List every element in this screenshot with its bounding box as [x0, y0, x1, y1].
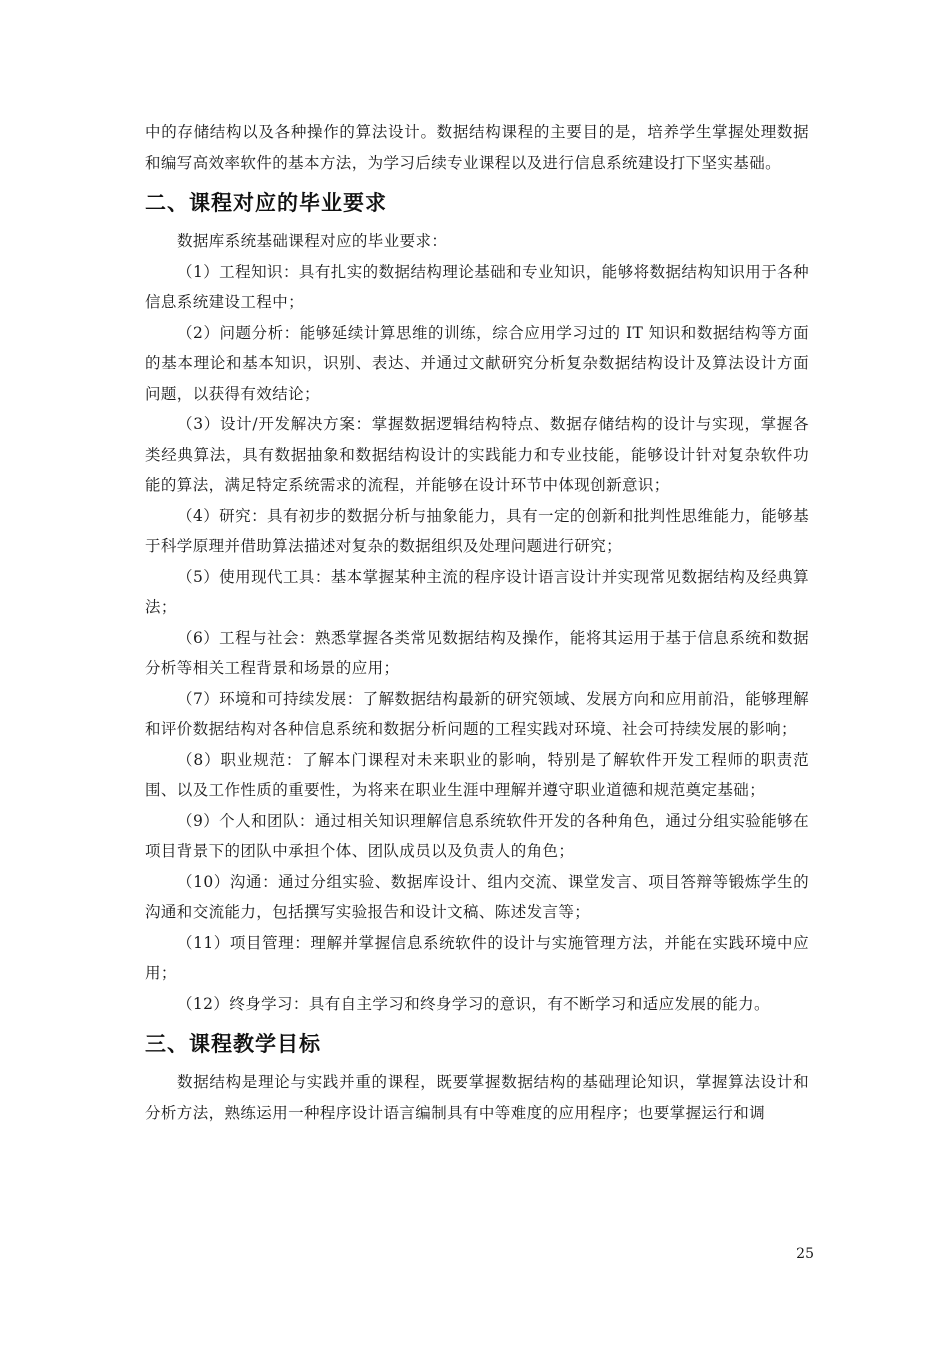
requirement-item: （3）设计/开发解决方案：掌握数据逻辑结构特点、数据存储结构的设计与实现，掌握各类经典算法，具有数据抽象和数据结构设计的实践能力和专业技能，能够设计针对复杂软件功能的算法，满足特定系统需求的流程，并能够在设计环节中体现创新意识； — [145, 415, 809, 494]
requirement-item: （11）项目管理：理解并掌握信息系统软件的设计与实施管理方法，并能在实践环境中应用； — [145, 933, 809, 982]
requirement-item: （12）终身学习：具有自主学习和终身学习的意识，有不断学习和适应发展的能力。 — [177, 994, 770, 1013]
requirement-item: （8）职业规范：了解本门课程对未来职业的影响，特别是了解软件开发工程师的职责范围、以及工作性质的重要性，为将来在职业生涯中理解并遵守职业道德和规范奠定基础； — [145, 750, 809, 799]
section2-lead: 数据库系统基础课程对应的毕业要求： — [177, 232, 448, 250]
section3-paragraph: 数据结构是理论与实践并重的课程，既要掌握数据结构的基础理论知识，掌握算法设计和分析方法，熟练运用一种程序设计语言编制具有中等难度的应用程序；也要掌握运行和调 — [145, 1073, 809, 1122]
section-heading-graduation-requirements: 二、课程对应的毕业要求 — [145, 191, 387, 215]
requirement-item: （4）研究：具有初步的数据分析与抽象能力，具有一定的创新和批判性思维能力，能够基于科学原理并借助算法描述对复杂的数据组织及处理问题进行研究； — [145, 506, 809, 555]
requirement-item: （2）问题分析：能够延续计算思维的训练，综合应用学习过的 IT 知识和数据结构等方面的基本理论和基本知识，识别、表达、并通过文献研究分析复杂数据结构设计及算法设计方面问题，以获得有效结论； — [145, 323, 809, 403]
page-number: 25 — [796, 1246, 814, 1262]
requirement-item: （5）使用现代工具：基本掌握某种主流的程序设计语言设计并实现常见数据结构及经典算法； — [145, 567, 809, 616]
requirement-item: （6）工程与社会：熟悉掌握各类常见数据结构及操作，能将其运用于基于信息系统和数据分析等相关工程背景和场景的应用； — [145, 628, 809, 677]
section-heading-teaching-objectives: 三、课程教学目标 — [145, 1032, 321, 1056]
intro-paragraph-tail: 中的存储结构以及各种操作的算法设计。数据结构课程的主要目的是，培养学生掌握处理数据和编写高效率软件的基本方法，为学习后续专业课程以及进行信息系统建设打下坚实基础。 — [145, 123, 809, 172]
requirement-item: （10）沟通：通过分组实验、数据库设计、组内交流、课堂发言、项目答辩等锻炼学生的沟通和交流能力，包括撰写实验报告和设计文稿、陈述发言等； — [145, 872, 809, 921]
page-content — [145, 117, 809, 1128]
requirement-item: （1）工程知识：具有扎实的数据结构理论基础和专业知识，能够将数据结构知识用于各种信息系统建设工程中； — [145, 262, 809, 311]
requirement-item: （7）环境和可持续发展：了解数据结构最新的研究领域、发展方向和应用前沿，能够理解和评价数据结构对各种信息系统和数据分析问题的工程实践对环境、社会可持续发展的影响； — [145, 689, 809, 738]
requirement-item: （9）个人和团队：通过相关知识理解信息系统软件开发的各种角色，通过分组实验能够在项目背景下的团队中承担个体、团队成员以及负责人的角色； — [145, 811, 809, 860]
